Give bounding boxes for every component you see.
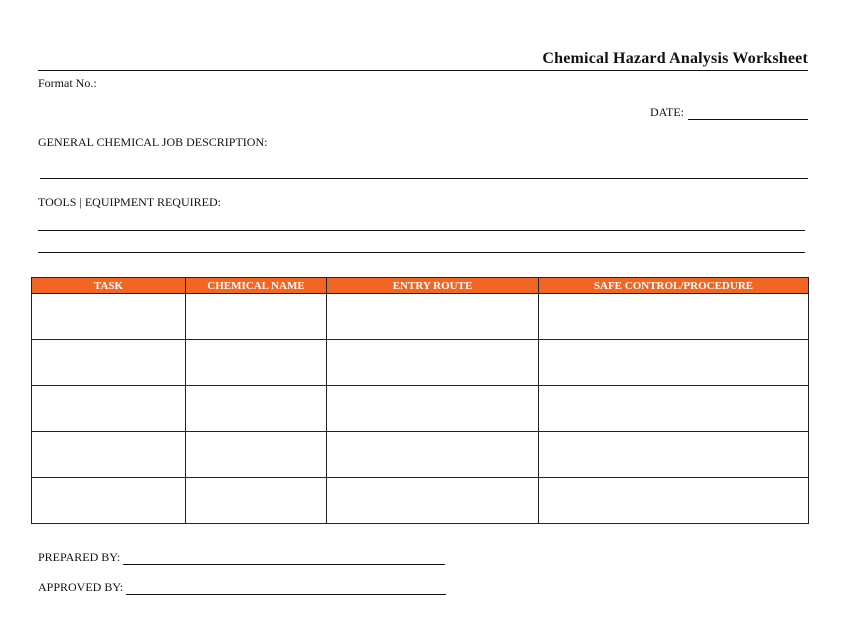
worksheet-title: Chemical Hazard Analysis Worksheet [542,50,808,67]
task-cell[interactable] [32,478,186,524]
date-field[interactable] [650,105,808,120]
entry-route-cell[interactable] [327,432,539,478]
safe-control-cell[interactable] [539,340,809,386]
safe-control-cell[interactable] [539,386,809,432]
tools-equipment-line-1[interactable] [38,230,805,231]
column-header-entry-route: ENTRY ROUTE [327,278,539,294]
chemical-name-cell[interactable] [186,294,327,340]
prepared-by-field[interactable] [38,550,445,565]
tools-equipment-line-2[interactable] [38,252,805,253]
chemical-name-cell[interactable] [186,340,327,386]
entry-route-cell[interactable] [327,386,539,432]
table-row [32,294,809,340]
title-rule [38,70,808,71]
prepared-by-label: PREPARED BY: [38,550,121,564]
approved-by-field[interactable] [38,580,446,595]
hazard-analysis-table [31,277,809,524]
table-row [32,386,809,432]
entry-route-cell[interactable] [327,340,539,386]
entry-route-cell[interactable] [327,478,539,524]
approved-by-line[interactable] [126,582,446,595]
column-header-chemical-name: CHEMICAL NAME [186,278,327,294]
entry-route-cell[interactable] [327,294,539,340]
chemical-name-cell[interactable] [186,432,327,478]
date-input-line[interactable] [688,107,808,120]
table-header-row [32,278,809,294]
task-cell[interactable] [32,340,186,386]
column-header-task: TASK [32,278,186,294]
chemical-name-cell[interactable] [186,386,327,432]
chemical-name-cell[interactable] [186,478,327,524]
format-number-label: Format No.: [38,76,97,90]
job-description-line[interactable] [40,178,808,179]
task-cell[interactable] [32,294,186,340]
safe-control-cell[interactable] [539,294,809,340]
column-header-safe-control: SAFE CONTROL/PROCEDURE [539,278,809,294]
prepared-by-line[interactable] [123,552,445,565]
table-row [32,340,809,386]
table-row [32,432,809,478]
task-cell[interactable] [32,432,186,478]
tools-equipment-label: TOOLS | EQUIPMENT REQUIRED: [38,195,221,209]
job-description-label: GENERAL CHEMICAL JOB DESCRIPTION: [38,135,268,149]
date-label: DATE: [650,105,684,119]
approved-by-label: APPROVED BY: [38,580,124,594]
safe-control-cell[interactable] [539,478,809,524]
safe-control-cell[interactable] [539,432,809,478]
table-row [32,478,809,524]
task-cell[interactable] [32,386,186,432]
